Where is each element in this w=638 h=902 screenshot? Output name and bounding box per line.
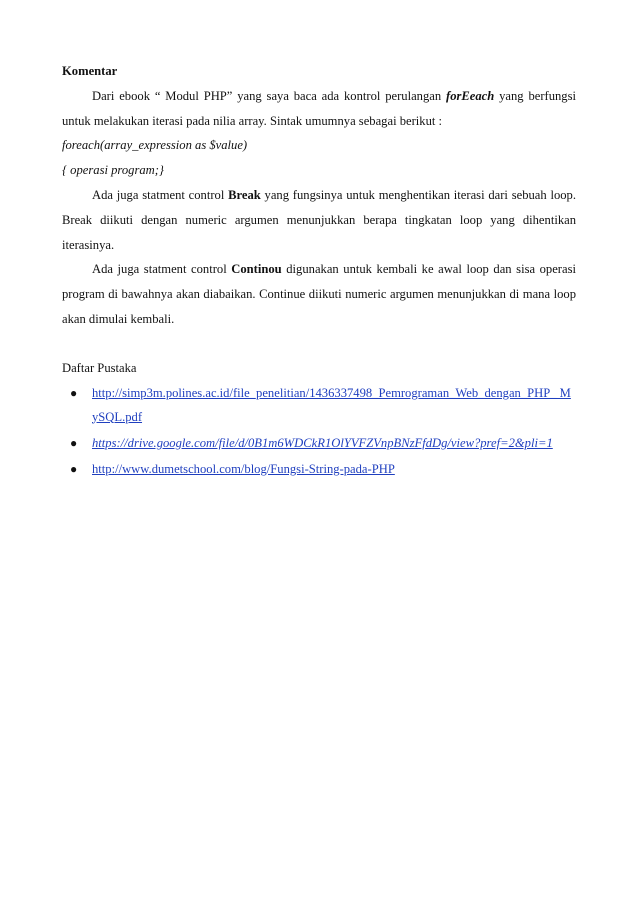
paragraph-continue — [62, 257, 576, 331]
code-line-foreach: foreach(array_expression as $value) — [62, 138, 248, 153]
reference-link-google-drive[interactable]: https://drive.google.com/file/d/0B1m6WDCkR1OlYVFZVnpBNzFfdDg/view?pref=2&pli=1 — [92, 435, 553, 450]
paragraph-continue-text-before: Ada juga statment control — [92, 262, 232, 277]
reference-item — [62, 381, 576, 429]
section-heading: Komentar — [62, 64, 118, 78]
code-line-body: { operasi program;} — [62, 163, 164, 178]
paragraph-break-text-before: Ada juga statment control — [92, 187, 229, 202]
paragraph-foreach-text-after: yang berfungsi untuk melakukan iterasi pada nilia array. Sintak umumnya sebagai berikut : — [62, 88, 577, 128]
bullet-icon: ● — [70, 385, 78, 400]
paragraph-foreach-text-before: Dari ebook “ Modul PHP” yang saya baca ada kontrol perulangan — [92, 88, 446, 103]
bullet-icon: ● — [70, 435, 78, 450]
term-foreach: forEeach — [446, 88, 495, 103]
reference-link-dumetschool[interactable]: http://www.dumetschool.com/blog/Fungsi-String-pada-PHP — [92, 461, 395, 476]
page-content — [62, 59, 576, 483]
reference-link-polines[interactable]: http://simp3m.polines.ac.id/file_penelitian/1436337498_Pemrograman_Web_dengan_PHP_ MySQL.pdf — [92, 385, 571, 424]
bullet-icon: ● — [70, 461, 78, 476]
term-continue: Continou — [231, 262, 282, 277]
term-break: Break — [228, 187, 261, 202]
reference-item — [62, 431, 576, 455]
spacer — [62, 332, 576, 356]
reference-item — [62, 457, 576, 481]
paragraph-continue-text-after: digunakan untuk kembali ke awal loop dan sisa operasi program di bawahnya akan diabaikan. Continue diikuti numeric argumen menunjukkan di mana loop akan dimulai kembali. — [62, 262, 576, 326]
paragraph-break — [62, 183, 576, 257]
references-title: Daftar Pustaka — [62, 360, 137, 375]
paragraph-foreach — [62, 84, 576, 134]
paragraph-break-text-after: yang fungsinya untuk menghentikan iterasi dari sebuah loop. Break diikuti dengan numeric argumen menunjukkan berapa tingkatan loop yang dihentikan iterasinya. — [62, 187, 576, 252]
reference-list — [62, 381, 576, 481]
